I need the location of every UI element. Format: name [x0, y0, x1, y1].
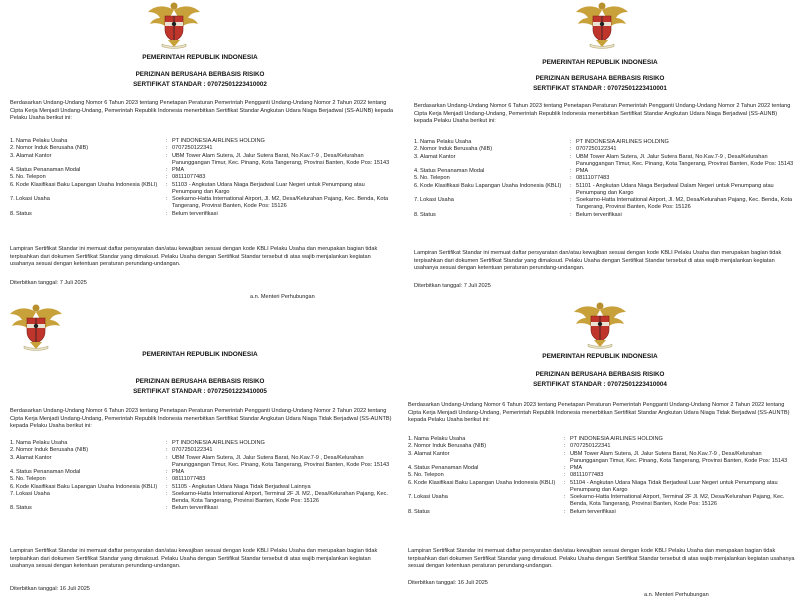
field-value: Belum terverifikasi [172, 210, 218, 217]
field-value: 0707250122341 [172, 447, 213, 454]
field-number: 1. [408, 436, 413, 442]
field-row: 1. Nama Pelaku Usaha : PT INDONESIA AIRLINES HOLDING [414, 139, 794, 146]
field-value: 51104 - Angkutan Udara Niaga Tidak Berjadwal Luar Negeri untuk Penumpang atau Penumpang dan Kargo [570, 479, 778, 493]
field-value: PMA [576, 168, 589, 175]
intro-paragraph: Berdasarkan Undang-Undang Nomor 6 Tahun 2023 tentang Penetapan Peraturan Pemerintah Pengganti Undang-Undang Nomor 2 Tahun 2022 tentang Cipta Kerja Menjadi Undang-Undang, Pemerintah Republik Indonesia menerbitkan Sertifikat Standar Angkutan Udara Niaga Berjadwal (SS-AUNB) kepada Pelaku Usaha berikut ini: [414, 103, 791, 125]
field-label: Status Penanaman Modal [420, 168, 485, 175]
field-label: Status Penanaman Modal [414, 465, 479, 472]
field-value: UBM Tower Alam Sutera, Jl. Jalur Sutera Barat, No.Kav.7-9 , Desa/Kelurahan Panunggangan Timur, Kec. Pinang, Kota Tangerang, Provinsi Banten, Kode Pos: 15143 [570, 450, 788, 464]
field-row: 1. Nama Pelaku Usaha : PT INDONESIA AIRLINES HOLDING [408, 436, 792, 443]
field-number: 5. [408, 472, 413, 479]
field-row: 8. Status : Belum terverifikasi [408, 509, 792, 516]
business-fields [10, 440, 390, 513]
field-number: 8. [414, 211, 419, 218]
field-label: Status [414, 508, 430, 515]
certificate-document-1 [0, 0, 400, 300]
field-number: 4. [10, 469, 15, 476]
field-value: Soekarno-Hatta International Airport, Jl. M2, Desa/Kelurahan Pajang, Kec. Benda, Kota Tangerang, Provinsi Banten, Kode Pos: 15126 [576, 197, 793, 211]
field-label: Kode Klasifikasi Baku Lapangan Usaha Indonesia (KBLI) [414, 479, 556, 486]
field-value: Soekarno-Hatta International Airport, Terminal 2F Jl. M2., Desa/Kelurahan Pajang, Kec. Benda, Kota Tangerang, Provinsi Banten, Kode Pos: 15126 [172, 490, 388, 505]
field-label: Nomor Induk Berusaha (NIB) [16, 145, 89, 152]
field-label: Status [420, 211, 436, 218]
field-row: 2. Nomor Induk Berusaha (NIB) : 0707250122341 [408, 443, 792, 450]
field-value: 08111077483 [570, 472, 604, 479]
field-number: 8. [408, 508, 413, 515]
permit-title: PERIZINAN BERUSAHA BERBASIS RISIKO [535, 75, 665, 82]
intro-paragraph: Berdasarkan Undang-Undang Nomor 6 Tahun 2023 tentang Penetapan Peraturan Pemerintah Pengganti Undang-Undang Nomor 2 Tahun 2022 tentang Cipta Kerja Menjadi Undang-Undang, Pemerintah Republik Indonesia menerbitkan Sertifikat Standar Angkutan Udara Niaga Tidak Berjadwal (SS-AUNTB) kepada Pelaku Usaha berikut ini: [408, 402, 790, 424]
field-number: 2. [408, 443, 413, 450]
field-row: 6. Kode Klasifikasi Baku Lapangan Usaha Indonesia (KBLI) : 51105 - Angkutan Udara Niaga Tidak Berjadwal Lainnya [10, 484, 390, 491]
field-number: 7. [10, 490, 15, 497]
field-row: 8. Status : Belum terverifikasi [10, 211, 390, 218]
field-value: UBM Tower Alam Sutera, Jl. Jalur Sutera Barat, No.Kav.7-9 , Desa/Kelurahan Panunggangan Timur, Kec. Pinang, Kota Tangerang, Provinsi Banten, Kode Pos: 15143 [576, 153, 794, 167]
field-label: Lokasi Usaha [16, 196, 50, 203]
certificate-number: SERTIFIKAT STANDAR : 07072501223410005 [133, 388, 267, 395]
field-label: Status Penanaman Modal [16, 167, 81, 174]
certificate-document-3 [0, 300, 400, 601]
field-row: 5. No. Telepon : 08111077483 [10, 476, 390, 483]
field-row: 6. Kode Klasifikasi Baku Lapangan Usaha Indonesia (KBLI) : 51104 - Angkutan Udara Niaga Tidak Berjadwal Luar Negeri untuk Penumpang atau Penumpang dan Kargo [408, 480, 792, 495]
intro-paragraph: Berdasarkan Undang-Undang Nomor 6 Tahun 2023 tentang Penetapan Peraturan Pemerintah Pengganti Undang-Undang Nomor 2 Tahun 2022 tentang Cipta Kerja Menjadi Undang-Undang, Pemerintah Republik Indonesia menerbitkan Sertifikat Standar Angkutan Udara Niaga Tidak Berjadwal (SS-AUNTB) kepada Pelaku Usaha berikut ini: [10, 408, 392, 430]
government-header: PEMERINTAH REPUBLIK INDONESIA [142, 351, 258, 358]
minister-signature-line: a.n. Menteri Perhubungan [644, 592, 709, 598]
field-label: Nomor Induk Berusaha (NIB) [420, 146, 493, 153]
field-value: Soekarno-Hatta International Airport, Terminal 2F Jl. M2, Desa/Kelurahan Pajang, Kec. Benda, Kota Tangerang, Provinsi Banten, Kode Pos: 15126 [570, 494, 785, 508]
field-label: Nama Pelaku Usaha [16, 440, 68, 446]
intro-paragraph: Berdasarkan Undang-Undang Nomor 6 Tahun 2023 tentang Penetapan Peraturan Pemerintah Pengganti Undang-Undang Nomor 2 Tahun 2022 tentang Cipta Kerja Menjadi Undang-Undang, Pemerintah Republik Indonesia menerbitkan Sertifikat Standar Angkutan Udara Niaga Berjadwal (SS-AUNB) kepada Pelaku Usaha berikut ini: [10, 100, 394, 122]
field-label: Nomor Induk Berusaha (NIB) [16, 447, 89, 454]
field-value: PMA [570, 465, 583, 472]
field-number: 3. [414, 153, 419, 160]
field-row: 5. No. Telepon : 08111077483 [408, 472, 792, 479]
field-label: Nama Pelaku Usaha [420, 139, 472, 145]
field-label: No. Telepon [16, 476, 46, 483]
field-label: Nama Pelaku Usaha [414, 436, 466, 442]
issue-date: Diterbitkan tanggal: 16 Juli 2025 [10, 586, 90, 592]
field-label: No. Telepon [420, 175, 450, 182]
garuda-emblem-icon [574, 0, 630, 50]
issue-date: Diterbitkan tanggal: 7 Juli 2025 [414, 283, 491, 289]
business-fields [414, 139, 794, 219]
field-value: 51105 - Angkutan Udara Niaga Tidak Berjadwal Lainnya [172, 483, 311, 490]
field-label: Alamat Kantor [16, 152, 52, 159]
field-row: 3. Alamat Kantor : UBM Tower Alam Sutera, Jl. Jalur Sutera Barat, No.Kav.7-9 , Desa/Kelurahan Panunggangan Timur, Kec. Pinang, Kota Tangerang, Provinsi Banten, Kode Pos: 15143 [408, 451, 792, 466]
field-row: 1. Nama Pelaku Usaha : PT INDONESIA AIRLINES HOLDING [10, 138, 390, 145]
closing-paragraph: Lampiran Sertifikat Standar ini memuat daftar persyaratan dan/atau kewajiban sesuai dengan kode KBLI Pelaku Usaha dan merupakan bagian tidak terpisahkan dari dokumen Sertifikat Standar yang dimaksud. Pelaku Usaha dengan Sertifikat Standar tersebut di atas wajib menjalankan kegiatan usahanya sesuai dengan ketentuan peraturan perundang-undangan. [408, 548, 795, 570]
field-label: Kode Klasifikasi Baku Lapangan Usaha Indonesia (KBLI) [16, 181, 158, 188]
field-row: 7. Lokasi Usaha : Soekarno-Hatta International Airport, Terminal 2F Jl. M2., Desa/Kelurahan Pajang, Kec. Benda, Kota Tangerang, Provinsi Banten, Kode Pos: 15126 [10, 490, 388, 505]
field-row: 7. Lokasi Usaha : Soekarno-Hatta International Airport, Terminal 2F Jl. M2, Desa/Kelurahan Pajang, Kec. Benda, Kota Tangerang, Provinsi Banten, Kode Pos: 15126 [408, 494, 792, 509]
certificate-number: SERTIFIKAT STANDAR : 07072501223410001 [533, 85, 667, 92]
field-row: 4. Status Penanaman Modal : PMA [408, 465, 792, 472]
field-value: Belum terverifikasi [576, 211, 622, 218]
business-fields [10, 138, 390, 218]
field-value: 0707250122341 [172, 145, 213, 152]
field-value: 08111077483 [576, 175, 610, 182]
field-number: 2. [414, 146, 419, 153]
field-number: 5. [10, 476, 15, 483]
field-number: 7. [10, 196, 15, 203]
field-label: No. Telepon [414, 472, 444, 479]
closing-paragraph: Lampiran Sertifikat Standar ini memuat daftar persyaratan dan/atau kewajiban sesuai dengan kode KBLI Pelaku Usaha dan merupakan bagian tidak terpisahkan dari dokumen Sertifikat Standar yang dimaksud. Pelaku Usaha dengan Sertifikat Standar tersebut di atas wajib menjalankan kegiatan usahanya sesuai dengan ketentuan peraturan perundang-undangan. [10, 548, 378, 570]
field-row: 7. Lokasi Usaha : Soekarno-Hatta International Airport, Jl. M2, Desa/Kelurahan Pajang, Kec. Benda, Kota Tangerang, Provinsi Banten, Kode Pos: 15126 [10, 196, 389, 210]
field-label: Lokasi Usaha [414, 494, 448, 501]
field-number: 4. [10, 167, 15, 174]
field-value: 51101 - Angkutan Udara Niaga Berjadwal Dalam Negeri untuk Penumpang atau Penumpang dan Kargo [576, 182, 774, 196]
field-row: 5. No. Telepon : 08111077483 [10, 174, 390, 181]
field-number: 5. [10, 174, 15, 181]
field-number: 5. [414, 175, 419, 182]
field-number: 6. [414, 182, 419, 189]
field-row: 2. Nomor Induk Berusaha (NIB) : 0707250122341 [10, 145, 390, 152]
issue-date: Diterbitkan tanggal: 16 Juli 2025 [408, 580, 488, 586]
permit-title: PERIZINAN BERUSAHA BERBASIS RISIKO [535, 371, 665, 378]
certificate-number: SERTIFIKAT STANDAR : 07072501223410002 [133, 81, 267, 88]
closing-paragraph: Lampiran Sertifikat Standar ini memuat daftar persyaratan dan/atau kewajiban sesuai dengan kode KBLI Pelaku Usaha dan merupakan bagian tidak terpisahkan dari dokumen Sertifikat Standar yang dimaksud. Pelaku Usaha dengan Sertifikat Standar tersebut di atas wajib menjalankan kegiatan usahanya sesuai dengan ketentuan peraturan perundang-undangan. [414, 250, 782, 272]
field-label: Lokasi Usaha [16, 490, 50, 497]
field-row: 8. Status : Belum terverifikasi [414, 212, 794, 219]
field-number: 8. [10, 505, 15, 512]
field-label: Status Penanaman Modal [16, 469, 81, 476]
field-label: Alamat Kantor [414, 450, 450, 457]
field-row: 4. Status Penanaman Modal : PMA [10, 167, 390, 174]
certificate-document-4 [400, 300, 800, 601]
field-number: 6. [10, 181, 15, 188]
field-value: Soekarno-Hatta International Airport, Jl. M2, Desa/Kelurahan Pajang, Kec. Benda, Kota Tangerang, Provinsi Banten, Kode Pos: 15126 [172, 196, 389, 210]
field-value: UBM Tower Alam Sutera, Jl. Jalur Sutera Barat, No.Kav.7-9 , Desa/Kelurahan Panunggangan Timur, Kec. Pinang, Kota Tangerang, Provinsi Banten, Kode Pos: 15143 [172, 152, 390, 166]
field-row: 1. Nama Pelaku Usaha : PT INDONESIA AIRLINES HOLDING [10, 440, 390, 447]
field-value: 0707250122341 [570, 443, 611, 450]
field-number: 6. [408, 479, 413, 486]
field-number: 4. [414, 168, 419, 175]
garuda-emblem-icon [572, 300, 628, 350]
field-number: 3. [10, 152, 15, 159]
field-value: Belum terverifikasi [172, 505, 218, 512]
field-number: 7. [414, 197, 419, 204]
field-number: 2. [10, 447, 15, 454]
field-row: 2. Nomor Induk Berusaha (NIB) : 0707250122341 [10, 447, 390, 454]
field-value: PT INDONESIA AIRLINES HOLDING [172, 138, 265, 144]
field-value: 0707250122341 [576, 146, 617, 153]
certificate-number: SERTIFIKAT STANDAR : 07072501223410004 [533, 381, 667, 388]
field-value: Belum terverifikasi [570, 508, 616, 515]
field-row: 8. Status : Belum terverifikasi [10, 505, 390, 512]
field-value: PT INDONESIA AIRLINES HOLDING [570, 436, 663, 442]
minister-signature-line: a.n. Menteri Perhubungan [250, 294, 315, 300]
field-value: PMA [172, 167, 185, 174]
field-row: 4. Status Penanaman Modal : PMA [414, 168, 794, 175]
permit-title: PERIZINAN BERUSAHA BERBASIS RISIKO [135, 378, 265, 385]
field-row: 2. Nomor Induk Berusaha (NIB) : 0707250122341 [414, 146, 794, 153]
certificate-document-2 [400, 0, 800, 300]
business-fields [408, 436, 792, 516]
field-number: 1. [414, 139, 419, 145]
field-value: 08111077483 [172, 476, 206, 483]
field-value: PMA [172, 469, 185, 476]
government-header: PEMERINTAH REPUBLIK INDONESIA [542, 353, 658, 360]
field-label: Kode Klasifikasi Baku Lapangan Usaha Indonesia (KBLI) [420, 182, 562, 189]
field-number: 6. [10, 483, 15, 490]
field-label: No. Telepon [16, 174, 46, 181]
garuda-emblem-icon [8, 302, 64, 352]
field-label: Alamat Kantor [420, 153, 456, 160]
field-number: 3. [10, 454, 15, 461]
field-row: 6. Kode Klasifikasi Baku Lapangan Usaha Indonesia (KBLI) : 51101 - Angkutan Udara Niaga Berjadwal Dalam Negeri untuk Penumpang atau Penumpang dan Kargo [414, 183, 794, 198]
field-label: Status [16, 210, 32, 217]
garuda-emblem-icon [146, 0, 202, 50]
permit-title: PERIZINAN BERUSAHA BERBASIS RISIKO [135, 71, 265, 78]
field-label: Lokasi Usaha [420, 197, 454, 204]
field-row: 3. Alamat Kantor : UBM Tower Alam Sutera, Jl. Jalur Sutera Barat, No.Kav.7-9 , Desa/Kelurahan Panunggangan Timur, Kec. Pinang, Kota Tangerang, Provinsi Banten, Kode Pos: 15143 [414, 153, 794, 167]
field-label: Status [16, 505, 32, 512]
government-header: PEMERINTAH REPUBLIK INDONESIA [542, 59, 658, 66]
field-number: 3. [408, 450, 413, 457]
field-number: 7. [408, 494, 413, 501]
field-number: 4. [408, 465, 413, 472]
field-number: 1. [10, 138, 15, 144]
field-label: Nomor Induk Berusaha (NIB) [414, 443, 487, 450]
field-value: PT INDONESIA AIRLINES HOLDING [172, 440, 265, 446]
government-header: PEMERINTAH REPUBLIK INDONESIA [142, 54, 258, 61]
field-number: 8. [10, 210, 15, 217]
issue-date: Diterbitkan tanggal: 7 Juli 2025 [10, 280, 87, 286]
field-row: 3. Alamat Kantor : UBM Tower Alam Sutera, Jl. Jalur Sutera Barat, No.Kav.7-9 , Desa/Kelurahan Panunggangan Timur, Kec. Pinang, Kota Tangerang, Provinsi Banten, Kode Pos: 15143 [10, 152, 390, 166]
field-row: 5. No. Telepon : 08111077483 [414, 175, 794, 182]
field-number: 2. [10, 145, 15, 152]
field-label: Nama Pelaku Usaha [16, 138, 68, 144]
field-row: 4. Status Penanaman Modal : PMA [10, 469, 390, 476]
field-row: 7. Lokasi Usaha : Soekarno-Hatta International Airport, Jl. M2, Desa/Kelurahan Pajang, Kec. Benda, Kota Tangerang, Provinsi Banten, Kode Pos: 15126 [414, 197, 793, 211]
field-row: 3. Alamat Kantor : UBM Tower Alam Sutera, Jl. Jalur Sutera Barat, No.Kav.7-9 , Desa/Kelurahan Panunggangan Timur, Kec. Pinang, Kota Tangerang, Provinsi Banten, Kode Pos: 15143 [10, 454, 390, 468]
field-row: 6. Kode Klasifikasi Baku Lapangan Usaha Indonesia (KBLI) : 51103 - Angkutan Udara Niaga Berjadwal Luar Negeri untuk Penumpang atau Penumpang dan Kargo [10, 182, 390, 197]
field-value: UBM Tower Alam Sutera, Jl. Jalur Sutera Barat, No.Kav.7-9 , Desa/Kelurahan Panunggangan Timur, Kec. Pinang, Kota Tangerang, Provinsi Banten, Kode Pos: 15143 [172, 454, 390, 468]
field-label: Kode Klasifikasi Baku Lapangan Usaha Indonesia (KBLI) [16, 483, 158, 490]
field-number: 1. [10, 440, 15, 446]
field-value: PT INDONESIA AIRLINES HOLDING [576, 139, 669, 145]
field-value: 51103 - Angkutan Udara Niaga Berjadwal Luar Negeri untuk Penumpang atau Penumpang dan Kargo [172, 181, 365, 195]
closing-paragraph: Lampiran Sertifikat Standar ini memuat daftar persyaratan dan/atau kewajiban sesuai dengan kode KBLI Pelaku Usaha dan merupakan bagian tidak terpisahkan dari dokumen Sertifikat Standar yang dimaksud. Pelaku Usaha dengan Sertifikat Standar tersebut di atas wajib menjalankan kegiatan usahanya sesuai dengan ketentuan peraturan perundang-undangan. [10, 246, 378, 268]
field-label: Alamat Kantor [16, 454, 52, 461]
field-value: 08111077483 [172, 174, 206, 181]
